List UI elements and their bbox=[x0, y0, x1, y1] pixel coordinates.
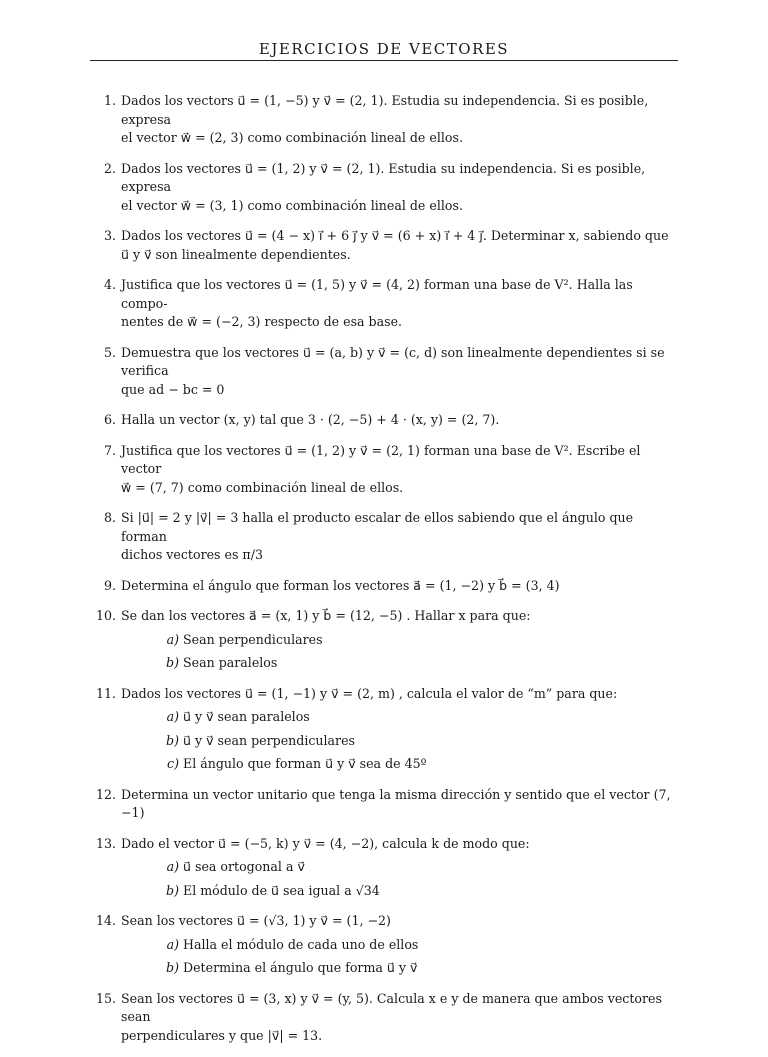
exercise-text: Se dan los vectores a⃗ = (x, 1) y b⃗ = (12, −5) . Hallar x para que: bbox=[121, 608, 531, 623]
subitem-label: a) bbox=[166, 631, 179, 647]
subitem-text: Sean paralelos bbox=[183, 655, 278, 670]
exercise-subitem bbox=[121, 959, 680, 978]
subitem-label: b) bbox=[166, 960, 179, 975]
exercise-text: Dados los vectores u⃗ = (1, 2) y v⃗ = (2, 1). Estudia su independencia. Si es posible, expresa el vector w⃗ = (3, 1) como combinación lineal de ellos. bbox=[121, 160, 646, 213]
exercise-number: 7. bbox=[103, 442, 116, 458]
subitem-label: b) bbox=[166, 882, 179, 898]
exercise-number: 11. bbox=[95, 685, 116, 701]
exercise-text: Determina un vector unitario que tenga la misma dirección y sentido que el vector (7, −1) bbox=[121, 786, 671, 820]
exercise-number: 10. bbox=[95, 608, 116, 623]
exercise-subitem bbox=[121, 858, 680, 877]
exercise-number: 5. bbox=[103, 344, 116, 360]
page-title: EJERCICIOS DE VECTORES bbox=[258, 40, 510, 58]
exercise-number: 1. bbox=[103, 93, 116, 108]
exercise-item bbox=[90, 160, 680, 216]
exercise-text: Dados los vectores u⃗ = (1, −1) y v⃗ = (2, m) , calcula el valor de “m” para que: bbox=[121, 685, 618, 701]
subitem-text: u⃗ sea ortogonal a v⃗ bbox=[183, 859, 305, 874]
exercise-text: Dados los vectores u⃗ = (4 − x) i⃗ + 6 j⃗ y v⃗ = (6 + x) i⃗ + 4 j⃗. Determinar x, sabiendo que u⃗ y v⃗ son linealmente dependientes. bbox=[121, 228, 669, 262]
exercise-text: Sean los vectores u⃗ = (√3, 1) y v⃗ = (1, −2) bbox=[121, 913, 391, 928]
exercise-item bbox=[90, 344, 680, 400]
exercise-subitem bbox=[121, 631, 680, 650]
exercise-item bbox=[90, 411, 680, 430]
exercise-item bbox=[90, 685, 680, 774]
exercise-item bbox=[90, 835, 680, 901]
subitem-text: Halla el módulo de cada uno de ellos bbox=[183, 936, 419, 952]
subitem-text: El ángulo que forman u⃗ y v⃗ sea de 45º bbox=[183, 756, 427, 771]
exercise-number: 12. bbox=[95, 786, 116, 802]
exercise-item bbox=[90, 990, 680, 1046]
exercise-item bbox=[90, 442, 680, 498]
exercise-number: 2. bbox=[103, 160, 116, 176]
subitem-text: Determina el ángulo que forma u⃗ y v⃗ bbox=[183, 960, 418, 975]
exercise-text: Si |u⃗| = 2 y |v⃗| = 3 halla el producto escalar de ellos sabiendo que el ángulo que forman dichos vectores es π/3 bbox=[121, 510, 634, 562]
exercise-number: 15. bbox=[95, 990, 116, 1006]
exercise-text: Halla un vector (x, y) tal que 3 · (2, −5) + 4 · (x, y) = (2, 7). bbox=[121, 412, 500, 427]
exercise-item bbox=[90, 912, 680, 978]
exercise-item bbox=[90, 509, 680, 565]
exercise-text: Dados los vectors u⃗ = (1, −5) y v⃗ = (2, 1). Estudia su independencia. Si es posible, expresa el vector w⃗ = (2, 3) como combinación lineal de ellos. bbox=[121, 93, 649, 145]
subitem-label: b) bbox=[166, 732, 179, 748]
exercise-subitem bbox=[121, 732, 680, 751]
exercise-subitem bbox=[121, 708, 680, 727]
subitem-text: Sean perpendiculares bbox=[183, 631, 323, 647]
exercise-text: Dado el vector u⃗ = (−5, k) y v⃗ = (4, −2), calcula k de modo que: bbox=[121, 835, 530, 851]
exercise-text: Justifica que los vectores u⃗ = (1, 2) y v⃗ = (2, 1) forman una base de V². Escribe el vector w⃗ = (7, 7) como combinación lineal de ellos. bbox=[121, 442, 641, 495]
exercise-item bbox=[90, 607, 680, 673]
exercise-item bbox=[90, 577, 680, 596]
exercise-item bbox=[90, 92, 680, 148]
exercise-text: Demuestra que los vectores u⃗ = (a, b) y v⃗ = (c, d) son linealmente dependientes si se verifica que ad − bc = 0 bbox=[121, 344, 665, 397]
subitem-label: a) bbox=[166, 709, 179, 724]
exercise-number: 8. bbox=[103, 510, 116, 525]
exercise-subitem bbox=[121, 882, 680, 901]
subitem-label: a) bbox=[166, 859, 179, 874]
exercise-number: 9. bbox=[103, 577, 116, 593]
exercise-text: Determina el ángulo que forman los vectores a⃗ = (1, −2) y b⃗ = (3, 4) bbox=[121, 577, 560, 593]
exercise-item bbox=[90, 786, 680, 823]
subitem-label: c) bbox=[167, 756, 179, 771]
exercise-text: Sean los vectores u⃗ = (3, x) y v⃗ = (y, 5). Calcula x e y de manera que ambos vectores sean perpendiculares y que |v⃗| = 13. bbox=[121, 990, 662, 1043]
exercise-number: 14. bbox=[95, 913, 116, 928]
subitem-text: u⃗ y v⃗ sean perpendiculares bbox=[183, 732, 355, 748]
subitem-label: b) bbox=[166, 655, 179, 670]
subitem-text: u⃗ y v⃗ sean paralelos bbox=[183, 709, 310, 724]
subitem-label: a) bbox=[166, 936, 179, 952]
exercise-number: 6. bbox=[103, 412, 116, 427]
subitem-text: El módulo de u⃗ sea igual a √34 bbox=[183, 882, 380, 898]
title-rule bbox=[90, 60, 678, 61]
exercise-subitem bbox=[121, 936, 680, 955]
exercise-text: Justifica que los vectores u⃗ = (1, 5) y v⃗ = (4, 2) forman una base de V². Halla las compo- nentes de w⃗ = (−2, 3) respecto de esa base. bbox=[121, 277, 633, 329]
exercise-number: 13. bbox=[95, 835, 116, 851]
exercise-subitem bbox=[121, 654, 680, 673]
exercise-number: 3. bbox=[103, 228, 116, 243]
exercise-number: 4. bbox=[103, 277, 116, 292]
exercise-subitem bbox=[121, 755, 680, 774]
exercise-item bbox=[90, 227, 680, 264]
exercise-item bbox=[90, 276, 680, 332]
exercise-list bbox=[90, 92, 680, 1057]
